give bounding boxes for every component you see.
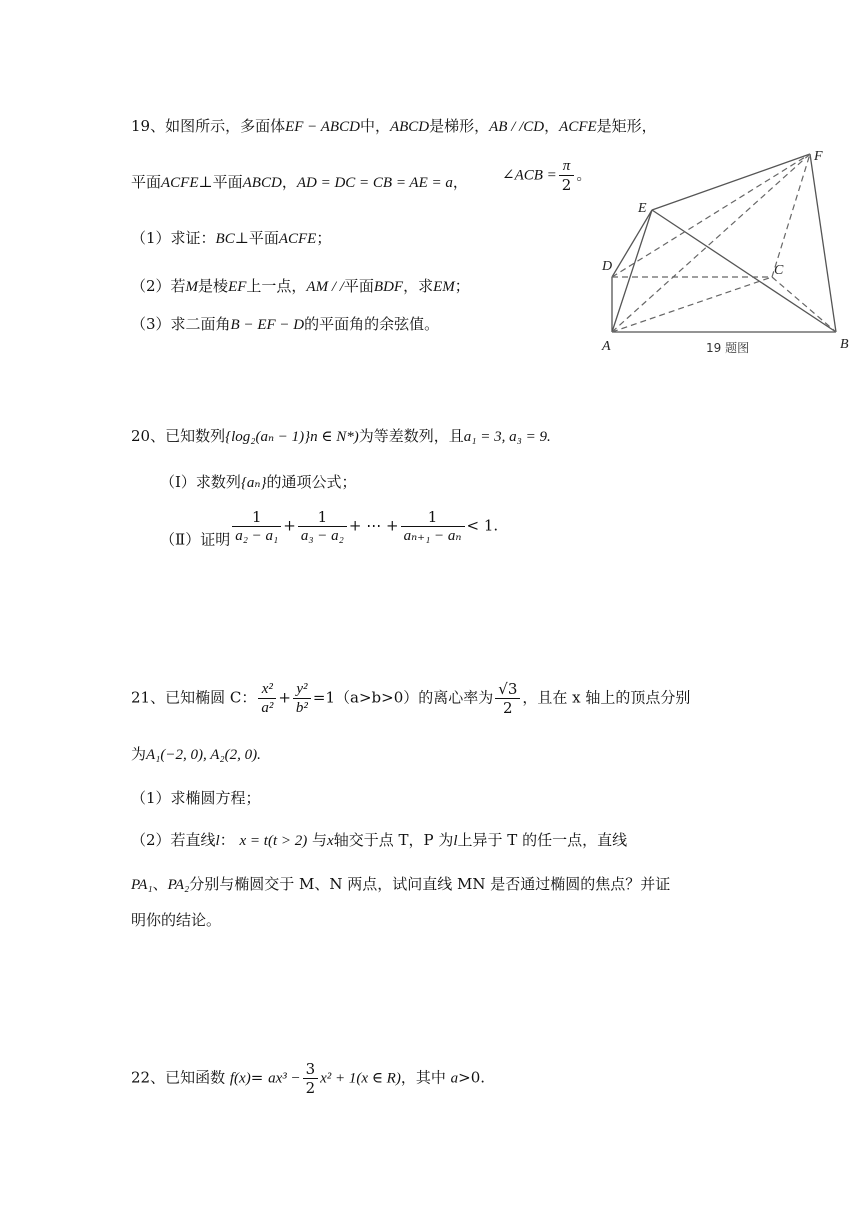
q19-part2: （2）若M是棱EF上一点，AM / /平面BDF，求EM； [131,277,470,295]
figure-caption: 19 题图 [706,341,750,355]
q21-part1: （1）求椭圆方程； [131,789,261,807]
q20-part2: （Ⅱ）证明 $\frac{1}{\text{a₂ − a₁}}$ + $\frac{1}{\text{a₃ − a₂}}$ + ⋯ + $\frac{1}{\text{aₙ₊₁ − aₙ}}$ < 1. [160,508,499,549]
q21-line2: 为A₁(−2, 0), A₂(2, 0). [131,745,261,763]
q21-part2-line2: PA₁、PA₂分别与椭圆交于 M、N 两点，试问直线 MN 是否通过椭圆的焦点？并证 [131,875,671,893]
edge-DE [612,210,652,277]
label-C: C [774,263,784,278]
label-B: B [840,337,849,352]
q21-part2-line3: 明你的结论。 [131,911,222,929]
q19-line1: 19、如图所示，多面体EF − ABCD中，ABCD是梯形，AB / /CD，ACFE是矩形， [131,117,657,135]
q19-polyhedron: EF − ABCD [285,119,360,135]
label-F: F [814,149,823,164]
q19-part3: （3）求二面角B − EF − D的平面角的余弦值。 [131,315,440,333]
q19-part1: （1）求证：BC⊥平面ACFE； [131,229,332,247]
q19-figure [596,148,856,360]
q19-line2: 平面ACFE⊥平面ABCD，AD = DC = CB = AE = a， [131,173,468,191]
edge-AE [612,210,652,332]
label-A: A [602,339,611,354]
q21-line1: 21、已知椭圆 C： $\frac{\text{x²}}{\text{a²}}$ + $\frac{\text{y²}}{\text{b²}}$ =1（a>b>0）的离心率为 $\frac{√3}{2}$ ，且在 x 轴上的顶点分别 [131,680,691,717]
q20-set-expr: {log₂(aₙ − 1)}n ∈ N*) [225,429,359,445]
label-E: E [638,201,647,216]
q22-line1: 22、已知函数 f(x)= ax³ − $\frac{3}{2}$ x² + 1(x ∈ R)，其中 a>0. [131,1060,486,1097]
edge-EF [652,154,810,210]
edge-FB [810,154,836,332]
edge-AC [612,277,772,332]
q20-line1: 20、已知数列{log₂(aₙ − 1)}n ∈ N*)为等差数列，且a₁ = 3, a₃ = 9. [131,427,551,445]
q19-angle: ∠ACB = $\frac{\pi}{2}$ 。 [502,158,592,194]
label-D: D [602,259,613,274]
q21-part2: （2）若直线l： x = t(t > 2) 与x轴交于点 T，P 为l上异于 T 的任一点，直线 [131,831,628,849]
edge-CB [772,277,836,332]
edge-CF [772,154,810,277]
q20-part1: （Ⅰ）求数列{aₙ}的通项公式； [160,473,357,491]
